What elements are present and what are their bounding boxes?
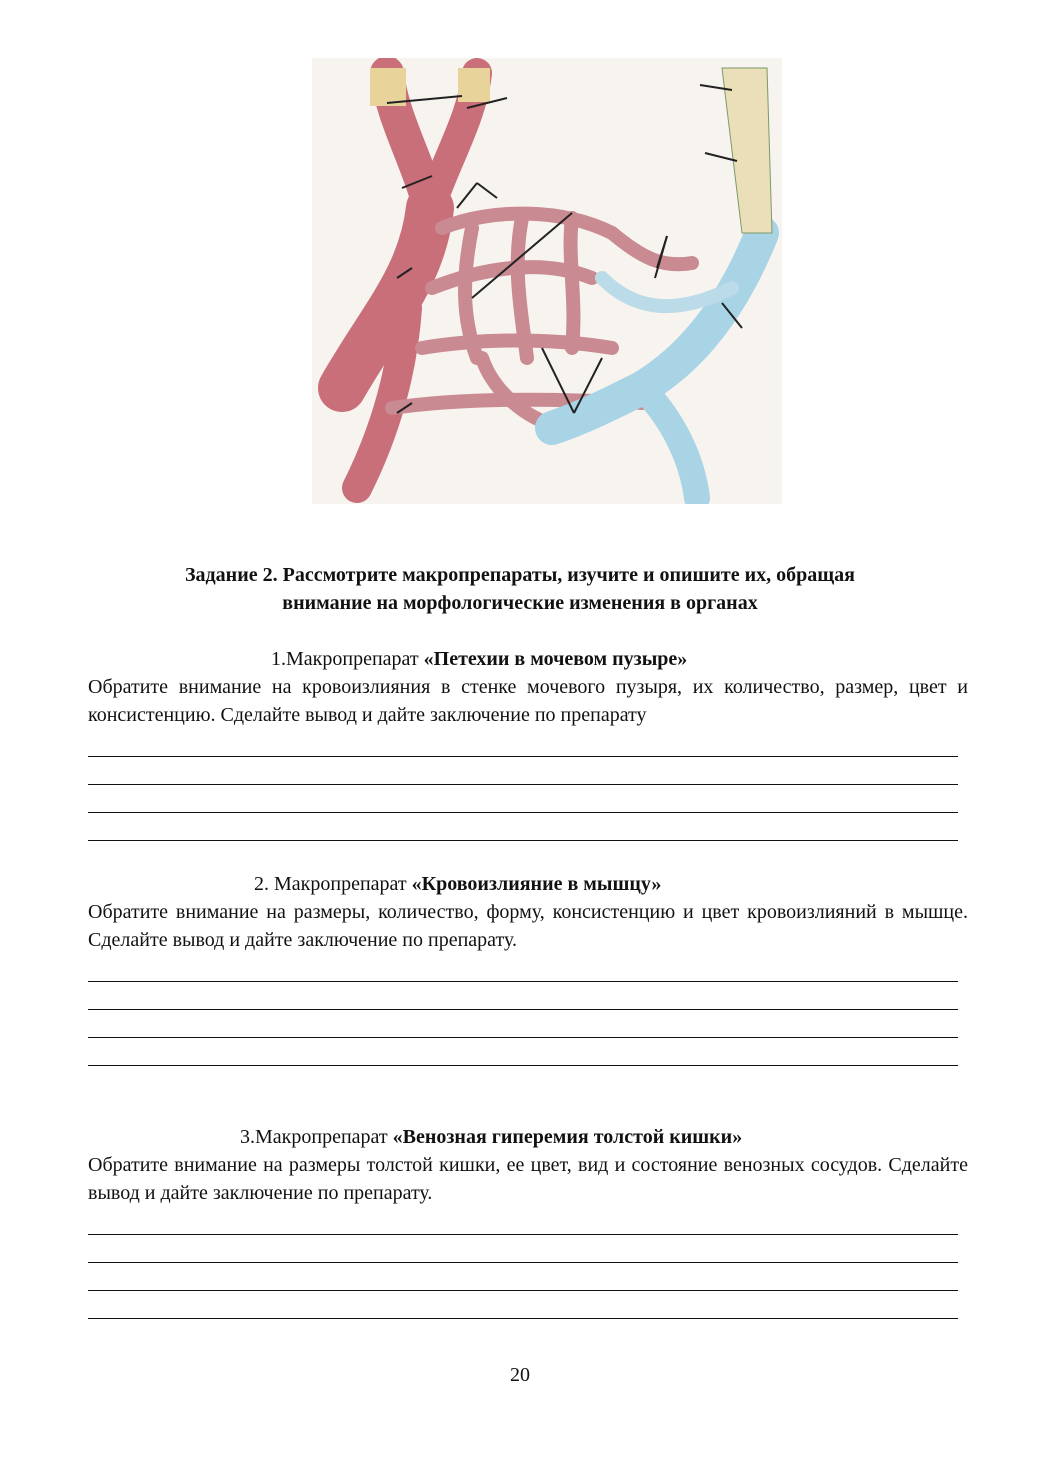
section-instruction: Обратите внимание на кровоизлияния в стенке мочевого пузыря, их количество, размер, цвет и консистенцию. Сделайте вывод и дайте заключение по препарату — [88, 676, 968, 726]
answer-line[interactable] — [88, 1207, 958, 1235]
section-number: 1.Макропрепарат — [271, 648, 424, 670]
answer-line[interactable] — [88, 1010, 958, 1038]
answer-line[interactable] — [88, 1038, 958, 1066]
section-instruction: Обратите внимание на размеры, количество, форму, консистенцию и цвет кровоизлияний в мышце. Сделайте вывод и дайте заключение по препарату. — [88, 901, 968, 951]
answer-line[interactable] — [88, 1235, 958, 1263]
section-3 — [88, 1123, 968, 1319]
section-heading — [88, 1123, 968, 1151]
section-1 — [88, 645, 968, 841]
section-name: «Кровоизлияние в мышцу» — [411, 873, 662, 895]
answer-line[interactable] — [88, 729, 958, 757]
section-2 — [88, 870, 968, 1066]
section-heading — [88, 870, 968, 898]
answer-line[interactable] — [88, 1263, 958, 1291]
section-name: «Петехии в мочевом пузыре» — [423, 648, 688, 670]
task-title — [80, 561, 960, 617]
task-title-line-2: внимание на морфологические изменения в органах — [282, 592, 758, 614]
microcirculation-diagram — [312, 58, 782, 504]
section-instruction: Обратите внимание на размеры толстой кишки, ее цвет, вид и состояние венозных сосудов. Сделайте вывод и дайте заключение по препарату. — [88, 1154, 968, 1204]
answer-line[interactable] — [88, 757, 958, 785]
section-heading — [88, 645, 968, 673]
section-number: 3.Макропрепарат — [240, 1126, 393, 1148]
answer-line[interactable] — [88, 1291, 958, 1319]
arteriole-tip — [458, 68, 490, 102]
answer-line[interactable] — [88, 954, 958, 982]
section-name: «Венозная гиперемия толстой кишки» — [392, 1126, 743, 1148]
arteriole-tip — [370, 68, 406, 106]
page-number: 20 — [510, 1364, 530, 1386]
answer-line[interactable] — [88, 982, 958, 1010]
answer-line[interactable] — [88, 785, 958, 813]
answer-line[interactable] — [88, 813, 958, 841]
task-title-line-1: Задание 2. Рассмотрите макропрепараты, изучите и опишите их, обращая — [185, 564, 855, 586]
section-number: 2. Макропрепарат — [254, 873, 412, 895]
